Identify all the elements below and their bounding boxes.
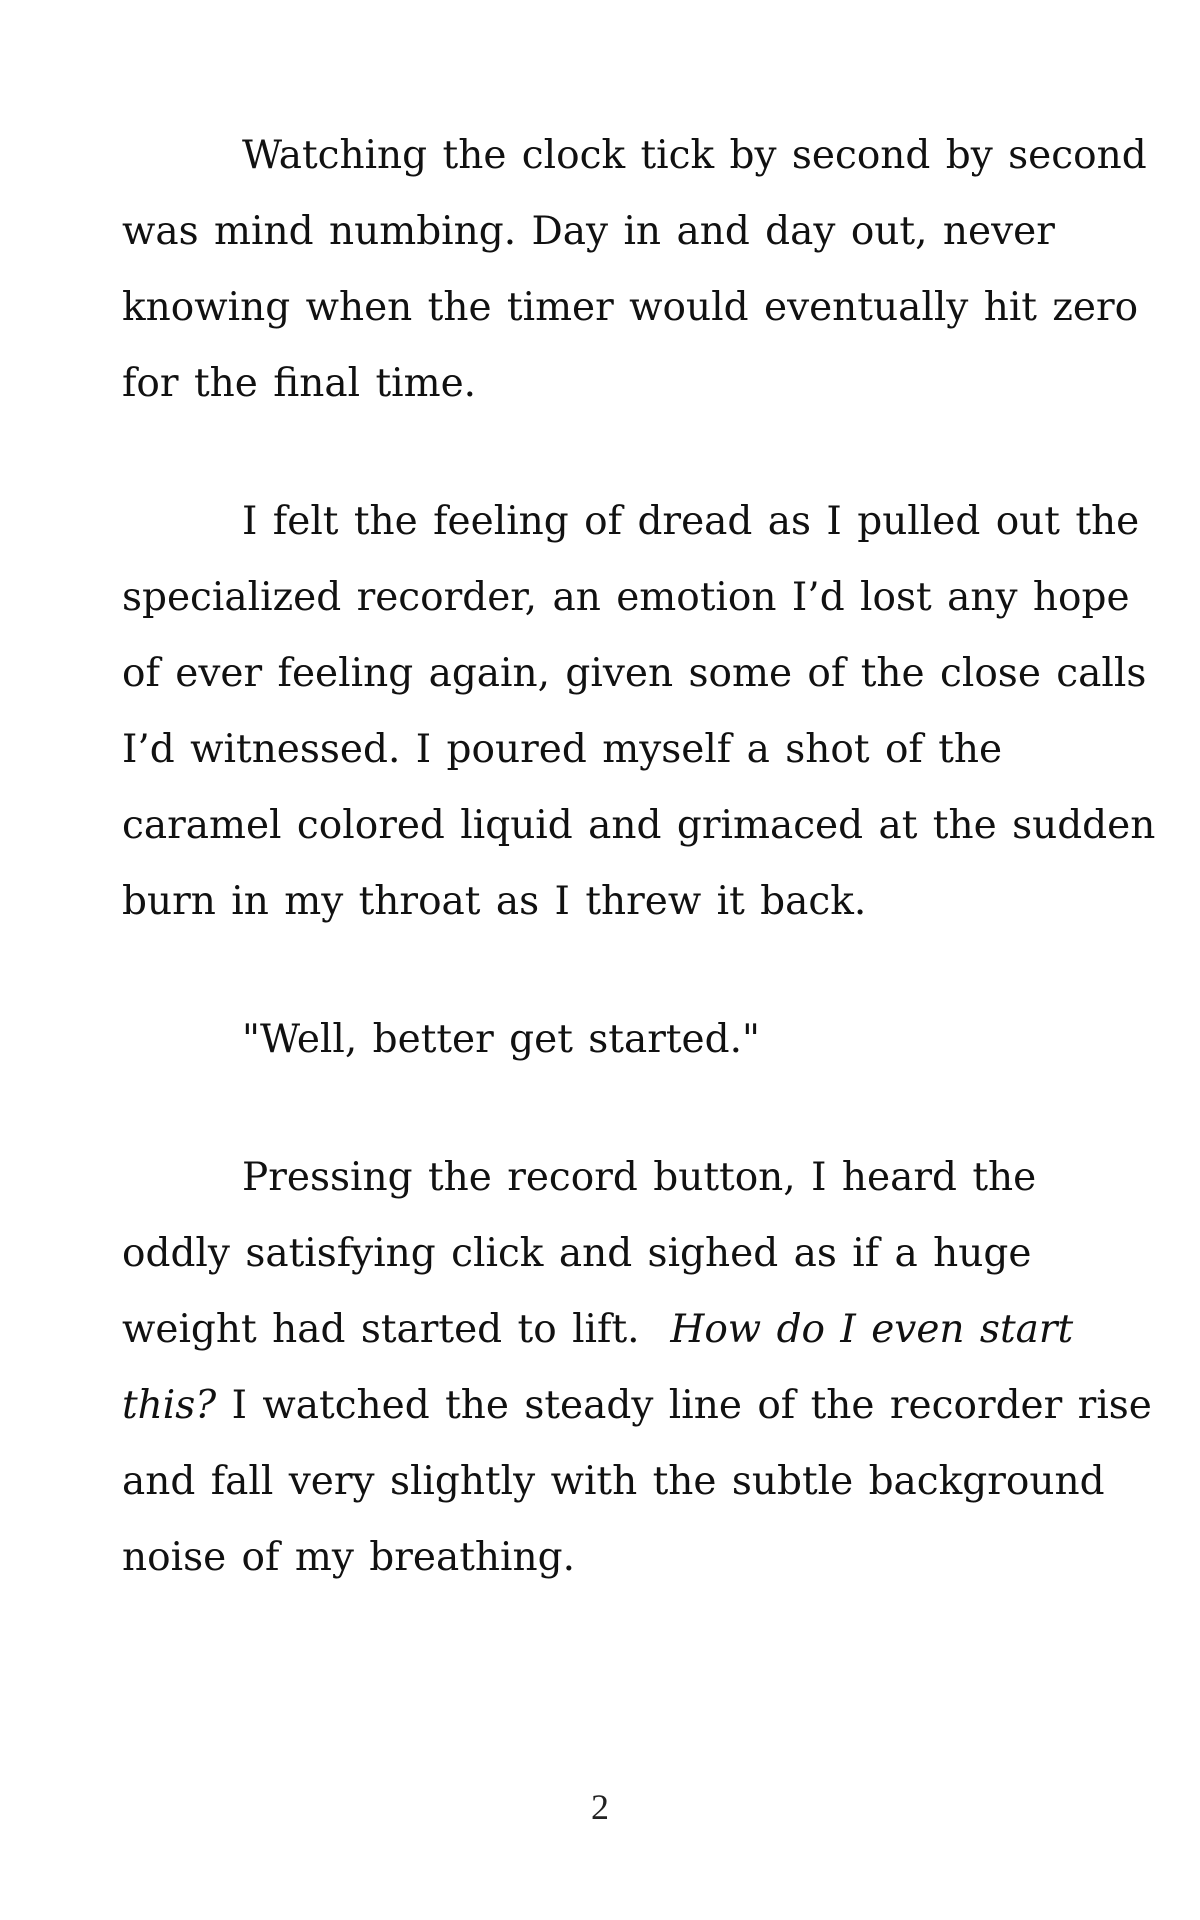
text-line bbox=[122, 1292, 1108, 1368]
paragraph-1 bbox=[122, 118, 1147, 422]
text-line: for the final time. bbox=[122, 361, 477, 406]
page-number: 2 bbox=[591, 1787, 609, 1827]
paragraph-2 bbox=[122, 484, 1156, 940]
text-run: weight had started to lift. bbox=[122, 1307, 640, 1352]
text-line: burn in my throat as I threw it back. bbox=[122, 879, 867, 924]
page-body bbox=[122, 118, 1156, 1596]
paragraph-gap bbox=[122, 422, 1108, 484]
paragraph-3-dialogue bbox=[122, 1002, 1108, 1078]
text-line: Pressing the record button, I heard the bbox=[242, 1155, 1037, 1200]
text-line: specialized recorder, an emotion I’d lost any hope bbox=[122, 575, 1130, 620]
text-line: "Well, better get started." bbox=[242, 1017, 760, 1062]
text-line: knowing when the timer would eventually hit zero bbox=[122, 285, 1139, 330]
paragraph-4 bbox=[122, 1140, 1152, 1596]
paragraph-gap bbox=[122, 940, 1108, 1002]
text-line: and fall very slightly with the subtle background bbox=[122, 1459, 1105, 1504]
text-line bbox=[122, 1368, 1152, 1444]
italic-thought: this? bbox=[122, 1383, 217, 1428]
text-line: Watching the clock tick by second by second bbox=[242, 133, 1147, 178]
text-line: I felt the feeling of dread as I pulled out the bbox=[242, 499, 1140, 544]
text-run: I watched the steady line of the recorder rise bbox=[231, 1383, 1152, 1428]
text-line: caramel colored liquid and grimaced at the sudden bbox=[122, 803, 1156, 848]
text-line: oddly satisfying click and sighed as if a huge bbox=[122, 1231, 1032, 1276]
paragraph-gap bbox=[122, 1078, 1108, 1140]
text-line: I’d witnessed. I poured myself a shot of the bbox=[122, 727, 1003, 772]
text-line: noise of my breathing. bbox=[122, 1535, 575, 1580]
text-line: of ever feeling again, given some of the close calls bbox=[122, 651, 1147, 696]
italic-thought: How do I even start bbox=[670, 1307, 1074, 1352]
text-line: was mind numbing. Day in and day out, never bbox=[122, 209, 1055, 254]
